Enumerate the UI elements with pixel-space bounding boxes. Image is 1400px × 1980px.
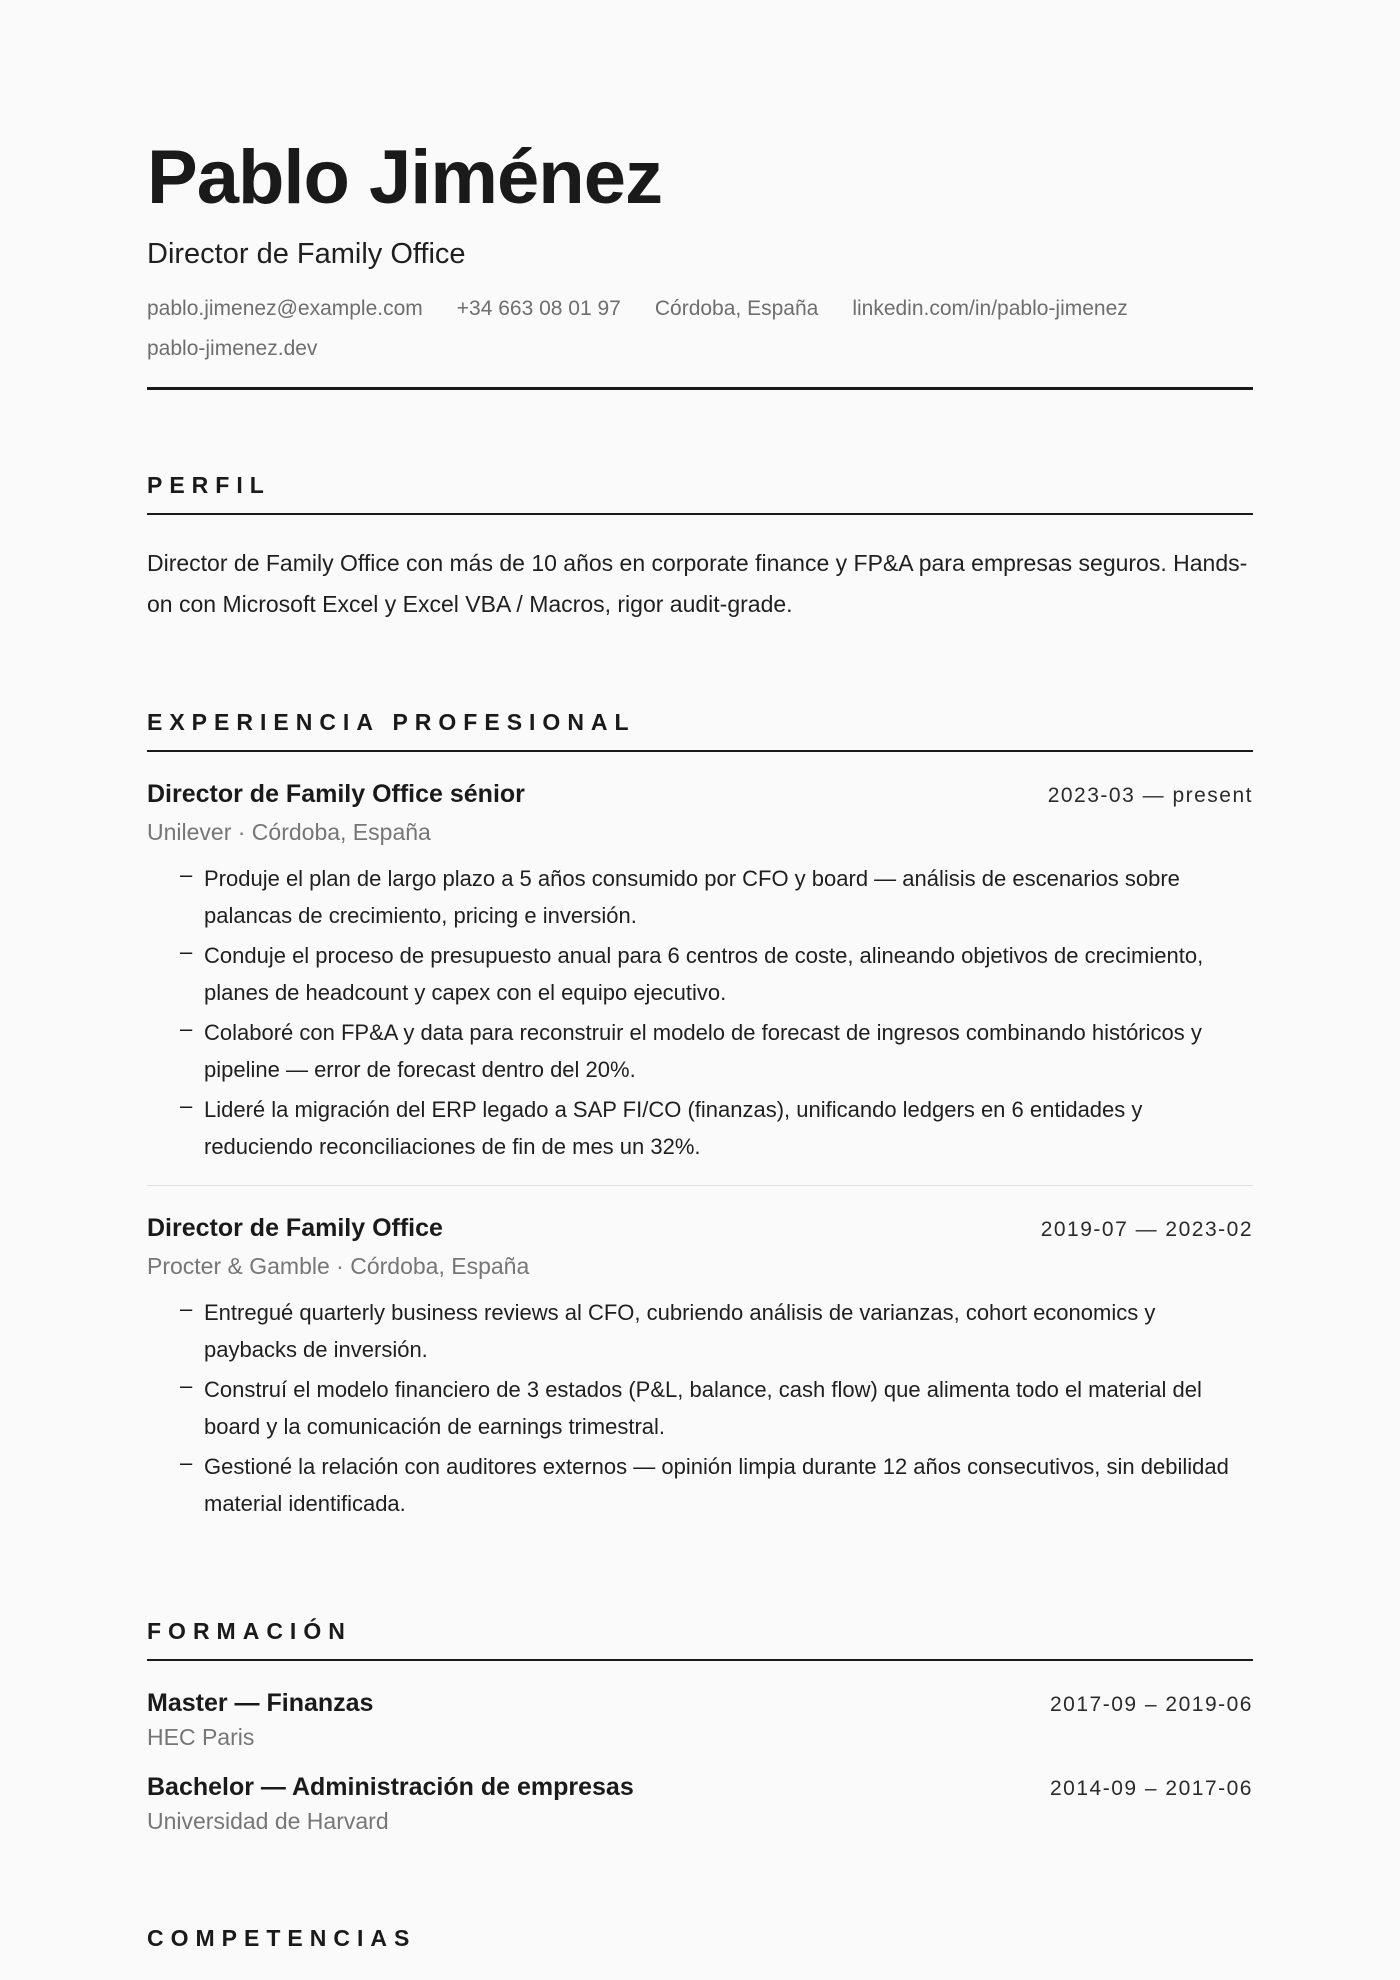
achievement-item: – Colaboré con FP&A y data para reconstruir el modelo de forecast de ingresos combinando históricos y pipeline — error de forecast dentro del 20%.	[204, 1014, 1253, 1088]
contact-list	[147, 295, 1253, 363]
education-degree: Master — Finanzas	[147, 1689, 374, 1717]
education-degree: Bachelor — Administración de empresas	[147, 1773, 634, 1801]
candidate-role: Director de Family Office	[147, 238, 466, 270]
job-achievements	[147, 1294, 1253, 1522]
job-entry	[147, 752, 1253, 1165]
education-section	[147, 1620, 1253, 1835]
header-divider	[147, 387, 1253, 390]
achievement-item: – Construí el modelo financiero de 3 estados (P&L, balance, cash flow) que alimenta todo el material del board y la comunicación de earnings trimestral.	[204, 1371, 1253, 1445]
education-entry	[147, 1689, 1253, 1751]
job-dates: 2023-03 — present	[1047, 784, 1253, 807]
achievement-item: – Entregué quarterly business reviews al CFO, cubriendo análisis de varianzas, cohort economics y paybacks de inversión.	[204, 1294, 1253, 1368]
section-title-education: FORMACIÓN	[147, 1618, 352, 1644]
job-dates: 2019-07 — 2023-02	[1040, 1218, 1253, 1241]
contact-email: pablo.jimenez@example.com	[147, 297, 423, 320]
achievement-item: – Conduje el proceso de presupuesto anual para 6 centros de coste, alineando objetivos de crecimiento, planes de headcount y capex con el equipo ejecutivo.	[204, 937, 1253, 1011]
profile-section	[147, 474, 1253, 625]
education-entry	[147, 1773, 1253, 1835]
education-school: HEC Paris	[147, 1724, 255, 1750]
section-title-experience: EXPERIENCIA PROFESIONAL	[147, 709, 636, 735]
education-dates: 2017-09 – 2019-06	[1050, 1693, 1253, 1716]
contact-website: pablo-jimenez.dev	[147, 337, 318, 360]
profile-summary: Director de Family Office con más de 10 años en corporate finance y FP&A para empresas seguros. Hands-on con Microsoft Excel y Excel VBA / Macros, rigor audit-grade.	[147, 550, 1248, 617]
job-organization: Procter & Gamble · Córdoba, España	[147, 1253, 530, 1279]
section-title-skills: COMPETENCIAS	[147, 1925, 417, 1951]
section-divider	[147, 1659, 1253, 1661]
contact-linkedin: linkedin.com/in/pablo-jimenez	[852, 297, 1128, 320]
job-achievements	[147, 860, 1253, 1165]
section-divider	[147, 513, 1253, 515]
job-organization: Unilever · Córdoba, España	[147, 819, 431, 845]
section-title-profile: PERFIL	[147, 472, 271, 498]
job-title: Director de Family Office sénior	[147, 780, 525, 808]
contact-phone: +34 663 08 01 97	[456, 297, 621, 320]
job-entry	[147, 1185, 1253, 1522]
education-dates: 2014-09 – 2017-06	[1050, 1777, 1253, 1800]
achievement-item: – Produje el plan de largo plazo a 5 años consumido por CFO y board — análisis de escenarios sobre palancas de crecimiento, pricing e inversión.	[204, 860, 1253, 934]
achievement-item: – Gestioné la relación con auditores externos — opinión limpia durante 12 años consecutivos, sin debilidad material identificada.	[204, 1448, 1253, 1522]
job-title: Director de Family Office	[147, 1214, 443, 1242]
achievement-item: – Lideré la migración del ERP legado a SAP FI/CO (finanzas), unificando ledgers en 6 entidades y reduciendo reconciliaciones de fin de mes un 32%.	[204, 1091, 1253, 1165]
experience-section	[147, 711, 1253, 1522]
skills-section	[147, 1927, 1253, 1950]
education-school: Universidad de Harvard	[147, 1808, 389, 1834]
candidate-name: Pablo Jiménez	[147, 135, 662, 220]
contact-location: Córdoba, España	[654, 297, 819, 320]
